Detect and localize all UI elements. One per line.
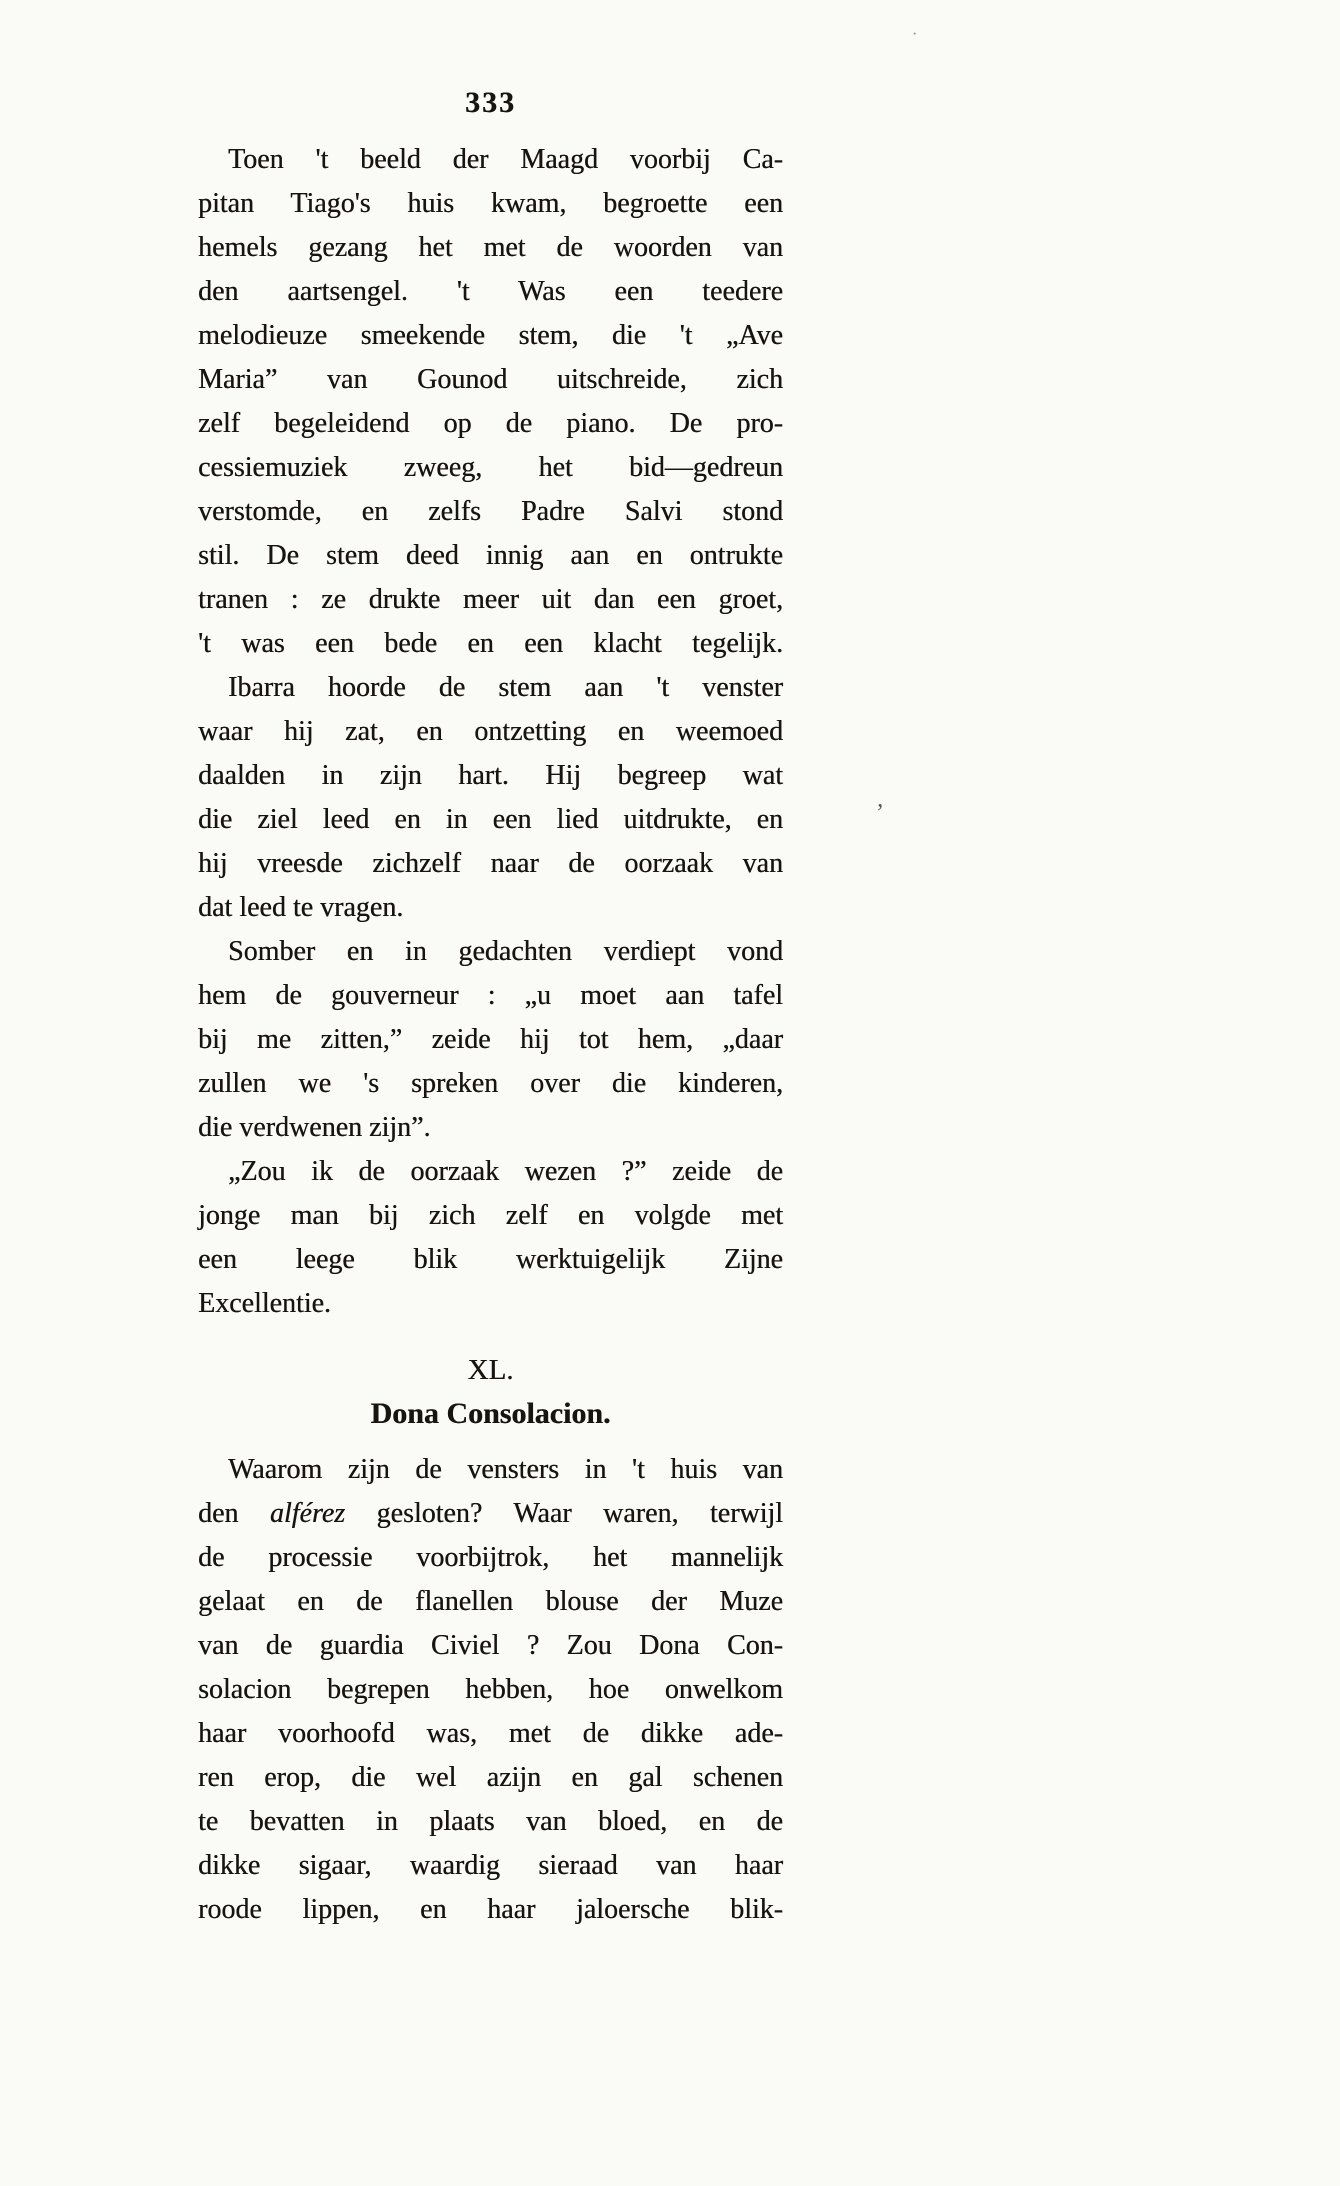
text-line: verstomde, en zelfs Padre Salvi stond <box>198 496 783 527</box>
text-line: de processie voorbijtrok, het mannelijk <box>198 1542 783 1573</box>
text-line: solacion begrepen hebben, hoe onwelkom <box>198 1674 783 1705</box>
text-line: een leege blik werktuigelijk Zijne <box>198 1244 783 1275</box>
chapter-title: Dona Consolacion. <box>370 1397 611 1430</box>
paragraph <box>198 930 783 1150</box>
text-segment: den <box>198 1498 270 1529</box>
chapter-number: XL. <box>467 1354 514 1386</box>
text-segment: gesloten? Waar waren, terwijl <box>345 1498 783 1529</box>
paragraph <box>198 1150 783 1326</box>
text-line: die ziel leed en in een lied uitdrukte, en <box>198 804 783 835</box>
text-line: hij vreesde zichzelf naar de oorzaak van <box>198 848 783 879</box>
text-line: Maria” van Gounod uitschreide, zich <box>198 364 783 395</box>
text-line: waar hij zat, en ontzetting en weemoed <box>198 716 783 747</box>
text-line: stil. De stem deed innig aan en ontrukte <box>198 540 783 571</box>
page-number: 333 <box>465 86 516 119</box>
text-line <box>198 1492 783 1536</box>
text-line: zelf begeleidend op de piano. De pro- <box>198 408 783 439</box>
paragraph <box>198 1448 783 1932</box>
text-line: hemels gezang het met de woorden van <box>198 232 783 263</box>
text-line: haar voorhoofd was, met de dikke ade- <box>198 1718 783 1749</box>
text-line: Ibarra hoorde de stem aan 't venster <box>228 672 783 703</box>
text-line: bij me zitten,” zeide hij tot hem, „daar <box>198 1024 783 1055</box>
text-line: 't was een bede en een klacht tegelijk. <box>198 628 783 659</box>
text-line: van de guardia Civiel ? Zou Dona Con- <box>198 1630 783 1661</box>
text-line: tranen : ze drukte meer uit dan een groet, <box>198 584 783 615</box>
paragraph <box>198 666 783 930</box>
text-line: pitan Tiago's huis kwam, begroette een <box>198 188 783 219</box>
text-block <box>198 138 783 1932</box>
paragraph <box>198 138 783 666</box>
scan-artifact: · <box>912 26 918 43</box>
text-line: roode lippen, en haar jaloersche blik- <box>198 1894 783 1925</box>
text-line: dikke sigaar, waardig sieraad van haar <box>198 1850 783 1881</box>
text-line: Somber en in gedachten verdiept vond <box>228 936 783 967</box>
text-line: melodieuze smeekende stem, die 't „Ave <box>198 320 783 351</box>
text-line: Excellentie. <box>198 1288 331 1319</box>
scan-artifact: ’ <box>876 800 884 826</box>
text-line: dat leed te vragen. <box>198 892 404 923</box>
text-line: jonge man bij zich zelf en volgde met <box>198 1200 783 1231</box>
text-line: Toen 't beeld der Maagd voorbij Ca- <box>228 144 783 175</box>
text-line: cessiemuziek zweeg, het bid—gedreun <box>198 452 783 483</box>
text-line: daalden in zijn hart. Hij begreep wat <box>198 760 783 791</box>
text-line: Waarom zijn de vensters in 't huis van <box>228 1454 783 1485</box>
italic-text: alférez <box>269 1498 346 1529</box>
text-line: zullen we 's spreken over die kinderen, <box>198 1068 783 1099</box>
text-line: gelaat en de flanellen blouse der Muze <box>198 1586 783 1617</box>
text-line: hem de gouverneur : „u moet aan tafel <box>198 980 783 1011</box>
text-line: „Zou ik de oorzaak wezen ?” zeide de <box>228 1156 783 1187</box>
text-line: den aartsengel. 't Was een teedere <box>198 276 783 307</box>
text-line: die verdwenen zijn”. <box>198 1112 431 1143</box>
text-line: ren erop, die wel azijn en gal schenen <box>198 1762 783 1793</box>
text-line: te bevatten in plaats van bloed, en de <box>198 1806 783 1837</box>
